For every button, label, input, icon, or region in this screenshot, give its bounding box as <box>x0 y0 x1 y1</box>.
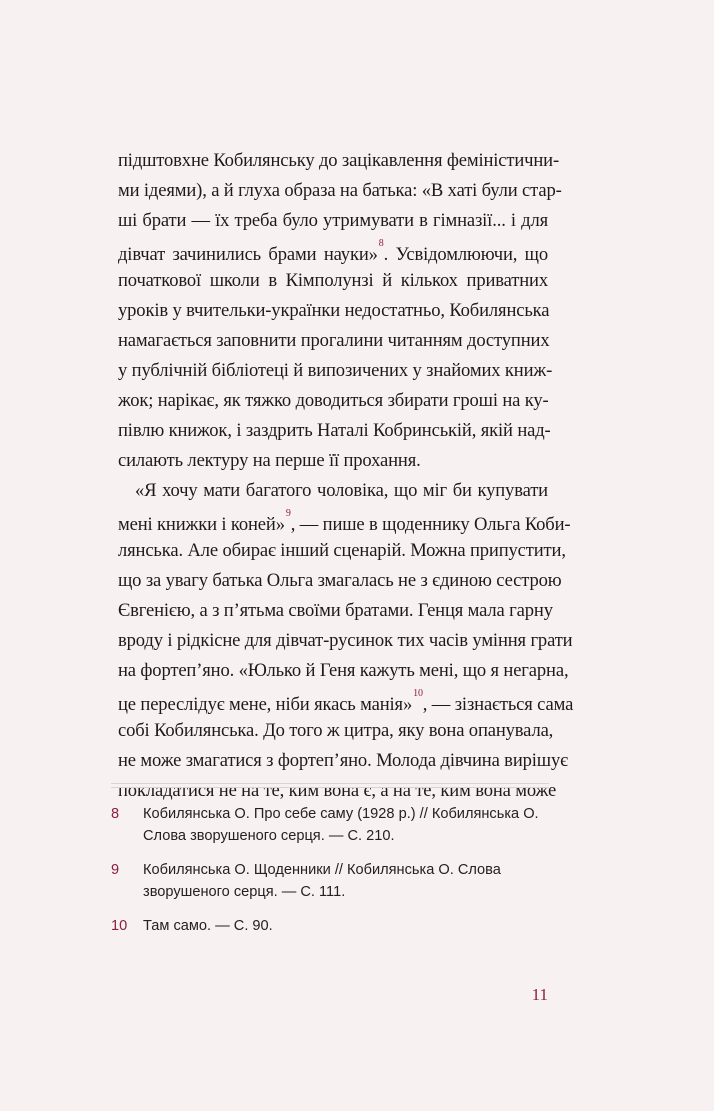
text-line: покладатися не на те, ким вона є, а на те, ким вона може <box>118 780 557 801</box>
text-line: силають лектуру на перше її прохання. <box>118 450 421 471</box>
text-line: не може змагатися з фортеп’яно. Молода дівчина вирішує <box>118 750 568 771</box>
footnote-ref-8[interactable]: 8 <box>378 238 384 249</box>
footnote-ref-9[interactable]: 9 <box>285 508 291 519</box>
text-line <box>118 686 574 716</box>
text-line: у публічній бібліотеці й випозичених у знайомих книж- <box>118 360 553 381</box>
footnote-number: 10 <box>111 918 128 934</box>
text-line: півлю книжок, і заздрить Наталі Кобринській, якій над- <box>118 420 551 441</box>
body-text <box>118 146 574 806</box>
footnote-divider <box>111 787 549 788</box>
text-line <box>118 506 571 536</box>
text-line: лянська. Але обирає інший сценарій. Можна припустити, <box>118 540 566 561</box>
text-line: на фортеп’яно. «Юлько й Геня кажуть мені, що я негарна, <box>118 660 569 681</box>
footnote-ref-10[interactable]: 10 <box>413 688 423 699</box>
footnote-10 <box>111 916 551 938</box>
text-line: ші брати — їх треба було утримувати в гімназії... і для <box>118 210 548 231</box>
text-segment: , — зізнається сама <box>422 694 574 716</box>
text-line: ми ідеями), а й глуха образа на батька: «В хаті були стар- <box>118 180 562 201</box>
text-segment: . Усвідомлюючи, що <box>383 244 548 266</box>
text-segment: , — пише в щоденнику Ольга Коби- <box>290 514 571 536</box>
page-number: 11 <box>531 985 548 1004</box>
text-line: уроків у вчительки-українки недостатньо, Кобилянська <box>118 300 550 321</box>
text-line: початкової школи в Кімполунзі й кількох приватних <box>118 270 548 291</box>
text-line: підштовхне Кобилянську до зацікавлення феміністични- <box>118 150 560 171</box>
text-line: «Я хочу мати багатого чоловіка, що міг би купувати <box>135 480 548 501</box>
footnote-text: Кобилянська О. Щоденники // Кобилянська О. Слова <box>143 862 501 878</box>
footnote-8 <box>111 804 551 847</box>
footnote-text: Слова зворушеного серця. — С. 210. <box>143 827 395 844</box>
footnote-divider <box>111 783 549 784</box>
text-line: жок; нарікає, як тяжко доводиться збирати гроші на ку- <box>118 390 549 411</box>
text-segment: мені книжки і коней» <box>118 514 285 536</box>
text-segment: це переслідує мене, ніби якась манія» <box>118 694 413 716</box>
text-line: намагається заповнити прогалини читанням доступних <box>118 330 550 351</box>
footnote-text: Кобилянська О. Про себе саму (1928 р.) // Кобилянська О. <box>143 806 539 822</box>
text-line: Євгенією, а з п’ятьма своїми братами. Генця мала гарну <box>118 600 553 621</box>
footnote-9 <box>111 860 551 903</box>
footnote-number: 9 <box>111 862 120 878</box>
text-line: собі Кобилянська. До того ж цитра, яку вона опанувала, <box>118 720 554 741</box>
footnote-number: 8 <box>111 806 120 822</box>
text-line: що за увагу батька Ольга змагалась не з єдиною сестрою <box>118 570 562 591</box>
text-segment: дівчат зачинились брами науки» <box>118 244 378 266</box>
text-line: вроду і рідкісне для дівчат-русинок тих часів уміння грати <box>118 630 573 651</box>
footnote-text: зворушеного серця. — С. 111. <box>143 883 346 900</box>
footnotes <box>111 804 551 951</box>
text-line <box>118 236 548 266</box>
footnote-text: Там само. — С. 90. <box>143 918 273 934</box>
